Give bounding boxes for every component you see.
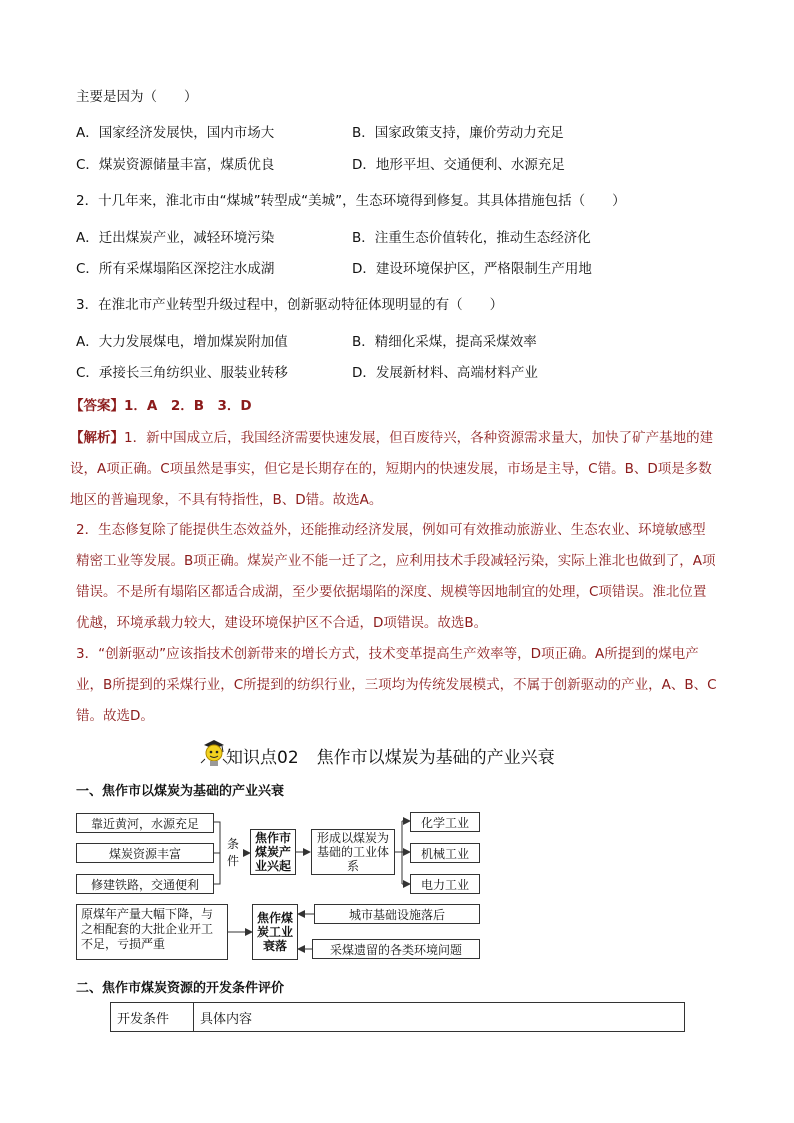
q2-stem: 2．十几年来，淮北市由“煤城”转型成“美城”，生态环境得到修复。其具体措施包括（ ） [76,193,626,209]
answer-label: 【答案】 [70,398,124,414]
decline-reason-environment: 采煤遗留的各类环境问题 [312,939,480,959]
q1-option-b: B．国家政策支持，廉价劳动力充足 [352,125,564,141]
q2-option-c: C．所有采煤塌陷区深挖注水成湖 [76,261,275,277]
q3-option-a: A．大力发展煤电，增加煤炭附加值 [76,334,288,350]
q3-stem: 3．在淮北市产业转型升级过程中，创新驱动特征体现明显的有（ ） [76,297,504,313]
industry-machinery: 机械工业 [410,843,480,863]
industrial-system-box: 形成以煤炭为基础的工业体系 [311,829,395,875]
q2-option-a: A．迁出煤炭产业，减轻环境污染 [76,230,275,246]
knowledge-label: 知识点02 [226,748,299,768]
q2-option-d: D．建设环境保护区，严格限制生产用地 [352,261,592,277]
answer-line [70,396,252,416]
table-row [111,1003,685,1032]
industry-chemical: 化学工业 [410,812,480,832]
section-1-title: 一、焦作市以煤炭为基础的产业兴衰 [76,784,285,799]
q1-option-a: A．国家经济发展快，国内市场大 [76,125,275,141]
decline-reason-production: 原煤年产量大幅下降，与之相配套的大批企业开工不足，亏损严重 [76,904,228,960]
section-2-title: 二、焦作市煤炭资源的开发条件评价 [76,981,285,996]
table-header-content: 具体内容 [194,1003,685,1032]
analysis-p1 [70,423,718,516]
q1-option-d: D．地形平坦、交通便利、水源充足 [352,157,565,173]
q1-option-c: C．煤炭资源储量丰富，煤质优良 [76,157,275,173]
knowledge-heading [200,745,555,771]
q3-option-d: D．发展新材料、高端材料产业 [352,365,538,381]
table-header-conditions: 开发条件 [111,1003,194,1032]
knowledge-title: 焦作市以煤炭为基础的产业兴衰 [316,748,555,768]
analysis-p3: 3．“创新驱动”应该指技术创新带来的增长方式，技术变革提高生产效率等，D项正确。A所提到的煤电产业，B所提到的采煤行业，C所提到的纺织行业，三项均为传统发展模式，不属于创新驱动的产业，A、B、C错。故选D。 [76,646,717,724]
industry-power: 电力工业 [410,874,480,894]
analysis-p2: 2．生态修复除了能提供生态效益外，还能推动经济发展，例如可有效推动旅游业、生态农业、环境敏感型精密工业等发展。B项正确。煤炭产业不能一迁了之，应利用技术手段减轻污染，实际上淮北也做到了，A项错误。不是所有塌陷区都适合成湖，至少要依据塌陷的深度、规模等因地制宜的处理，C项错误。淮北位置优越，环境承载力较大，建设环境保护区不合适，D项错误。故选B。 [76,522,716,631]
q1-stem-tail: 主要是因为（ ） [76,89,198,105]
condition-transport: 修建铁路，交通便利 [76,874,214,894]
condition-label: 条件 [226,837,239,868]
analysis-p1-text: 1．新中国成立后，我国经济需要快速发展，但百废待兴，各种资源需求量大，加快了矿产基地的建设，A项正确。C项虽然是事实，但它是长期存在的，短期内的快速发展，市场是主导，C错。B、D项是多数地区的普遍现象，不具有特指性，B、D错。故选A。 [70,430,714,508]
condition-coal: 煤炭资源丰富 [76,843,214,863]
development-conditions-table [110,1002,685,1032]
industry-decline-box: 焦作煤炭工业衰落 [252,904,298,960]
condition-water: 靠近黄河，水源充足 [76,813,214,833]
decline-reason-infrastructure: 城市基础设施落后 [314,904,480,924]
q3-option-b: B．精细化采煤，提高采煤效率 [352,334,537,350]
analysis-label: 【解析】 [70,430,124,446]
q3-option-c: C．承接长三角纺织业、服装业转移 [76,365,288,381]
q2-option-b: B．注重生态价值转化，推动生态经济化 [352,230,591,246]
answer-text: 1．A 2．B 3．D [124,398,252,414]
industry-rise-box: 焦作市煤炭产业兴起 [250,829,296,875]
lightbulb-mascot-icon [200,737,228,769]
